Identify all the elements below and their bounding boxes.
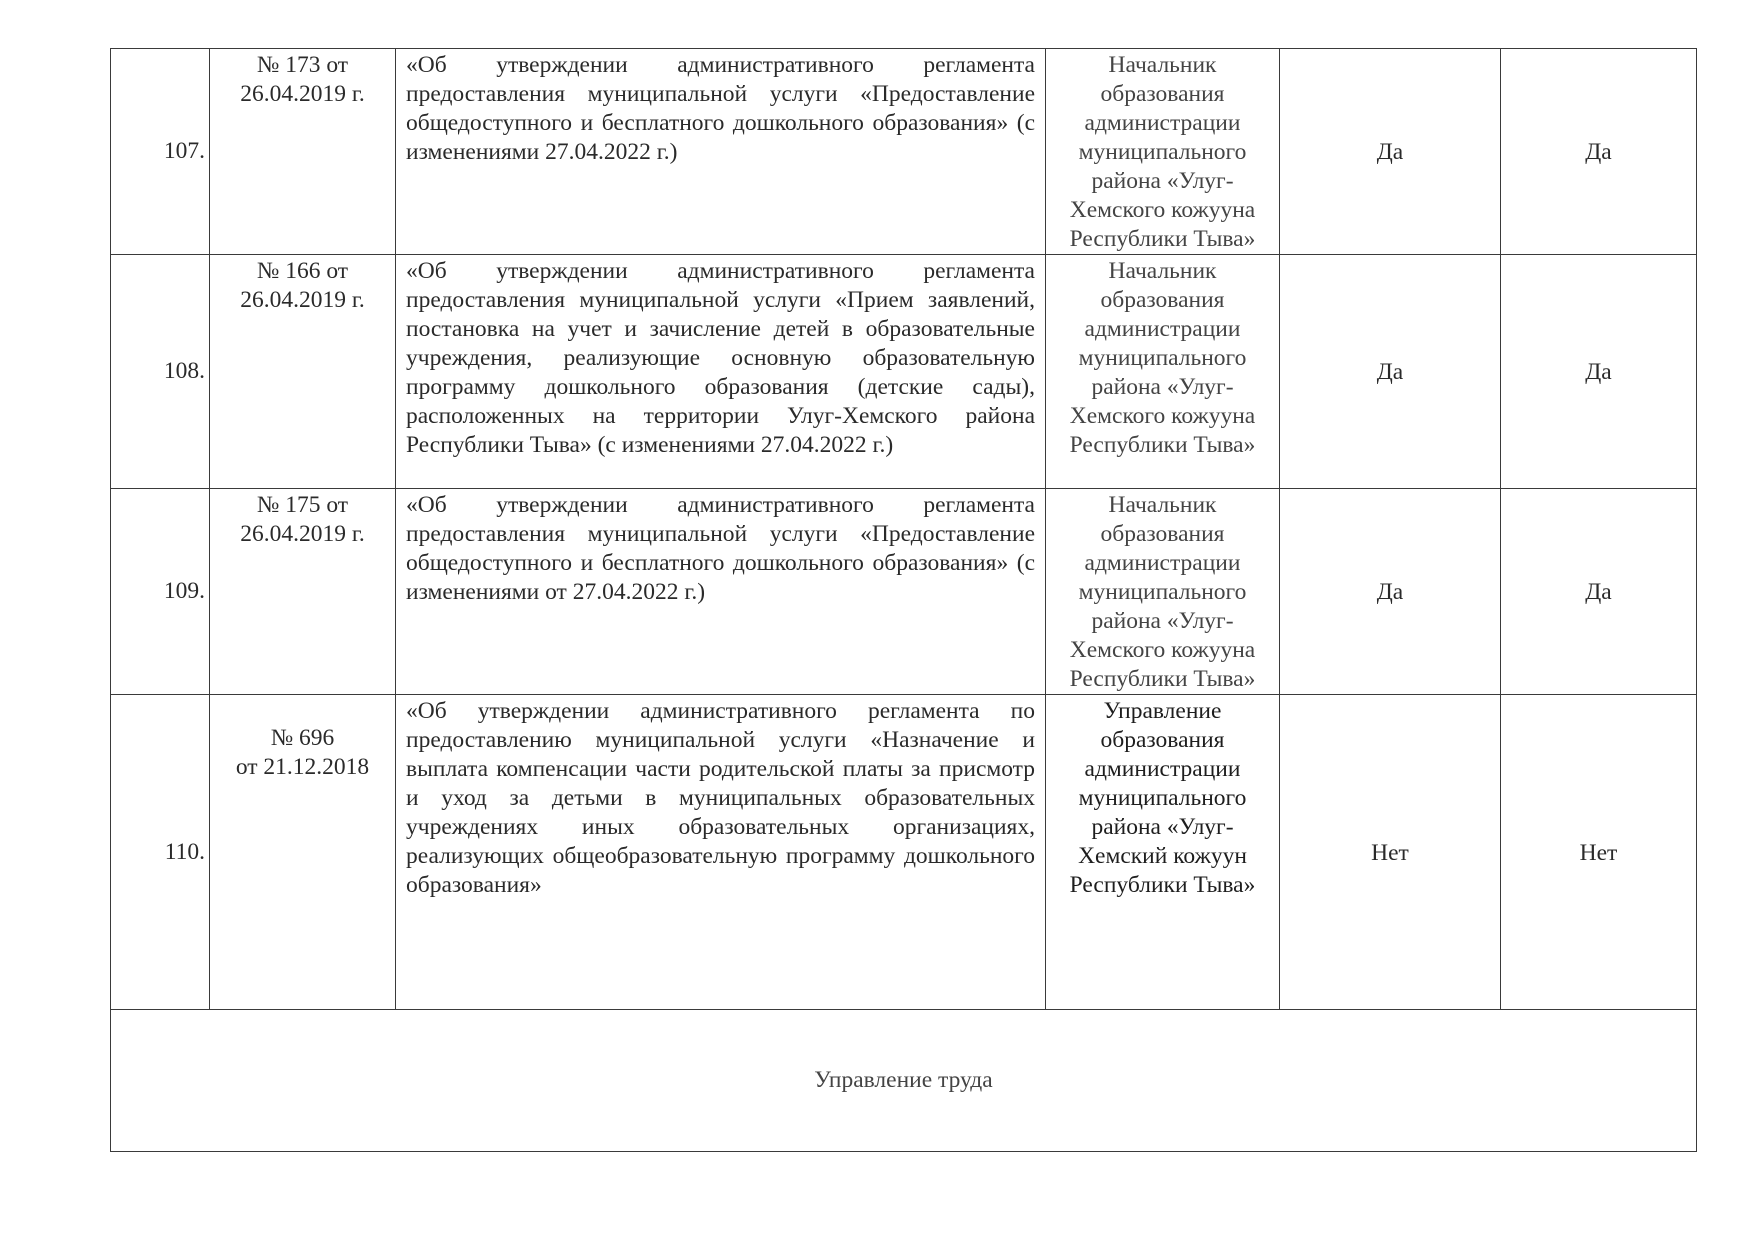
status-cell: Да	[1280, 255, 1501, 489]
status-cell: Да	[1280, 49, 1501, 255]
row-number: 107.	[111, 49, 210, 255]
status-cell: Да	[1501, 49, 1697, 255]
table-row	[111, 489, 1697, 695]
row-number: 109.	[111, 489, 210, 695]
document-number-line: № 173 от	[256, 52, 349, 78]
status-cell: Да	[1280, 489, 1501, 695]
document-number-line: № 696	[270, 725, 335, 751]
document-date-line: от 21.12.2018	[235, 754, 370, 780]
document-number-line: № 175 от	[256, 492, 349, 518]
document-table	[110, 48, 1697, 1152]
table-row	[111, 695, 1697, 1010]
status-cell: Нет	[1280, 695, 1501, 1010]
document-title: «Об утверждении административного регламента предоставления муниципальной услуги «Предоставление общедоступного и бесплатного дошкольного образования» (с изменениями от 27.04.2022 г.)	[396, 489, 1046, 695]
responsible-person: Управление образования администрации муниципального района «Улуг-Хемский кожуун Республики Тыва»	[1046, 695, 1280, 1010]
document-date-line: 26.04.2019 г.	[240, 521, 365, 547]
document-title: «Об утверждении административного регламента предоставления муниципальной услуги «Предоставление общедоступного и бесплатного дошкольного образования» (с изменениями 27.04.2022 г.)	[396, 49, 1046, 255]
responsible-person: Начальник образования администрации муниципального района «Улуг-Хемского кожууна Республики Тыва»	[1046, 49, 1280, 255]
responsible-person: Начальник образования администрации муниципального района «Улуг-Хемского кожууна Республики Тыва»	[1046, 489, 1280, 695]
status-cell: Да	[1501, 489, 1697, 695]
document-number	[210, 255, 396, 489]
row-number: 108.	[111, 255, 210, 489]
document-number-line: № 166 от	[256, 258, 349, 284]
section-row	[111, 1010, 1697, 1152]
table-row	[111, 49, 1697, 255]
section-title: Управление труда	[111, 1010, 1697, 1152]
row-number: 110.	[111, 695, 210, 1010]
document-number	[210, 695, 396, 1010]
document-date-line: 26.04.2019 г.	[240, 287, 365, 313]
table-row	[111, 255, 1697, 489]
document-number	[210, 49, 396, 255]
status-cell: Да	[1501, 255, 1697, 489]
document-title: «Об утверждении административного регламента предоставления муниципальной услуги «Прием заявлений, постановка на учет и зачисление детей в образовательные учреждения, реализующие основную образовательную программу дошкольного образования (детские сады), расположенных на территории Улуг-Хемского района Республики Тыва» (с изменениями 27.04.2022 г.)	[396, 255, 1046, 489]
responsible-person: Начальник образования администрации муниципального района «Улуг-Хемского кожууна Республики Тыва»	[1046, 255, 1280, 489]
document-date-line: 26.04.2019 г.	[240, 81, 365, 107]
status-cell: Нет	[1501, 695, 1697, 1010]
document-title: «Об утверждении административного регламента по предоставлению муниципальной услуги «Назначение и выплата компенсации части родительской платы за присмотр и уход за детьми в муниципальных образовательных учреждениях иных образовательных организациях, реализующих общеобразовательную программу дошкольного образования»	[396, 695, 1046, 1010]
document-number	[210, 489, 396, 695]
